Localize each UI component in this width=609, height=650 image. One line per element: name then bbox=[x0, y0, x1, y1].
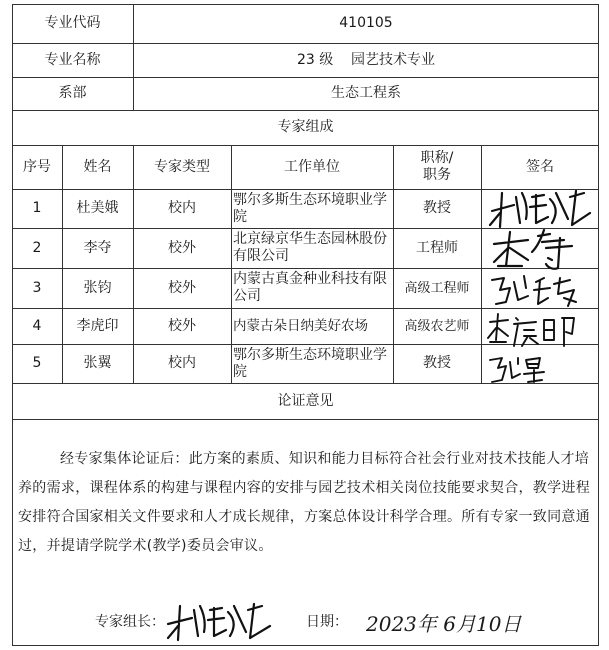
dept-value: 生态工程系 bbox=[331, 85, 401, 101]
major-code-value: 410105 bbox=[339, 15, 393, 31]
row-title: 教授 bbox=[423, 200, 451, 216]
row-title: 高级工程师 bbox=[404, 280, 470, 296]
row-name: 李夺 bbox=[83, 239, 112, 256]
signature-3 bbox=[484, 268, 584, 310]
row-type: 校外 bbox=[168, 279, 196, 296]
leader-signature bbox=[162, 596, 280, 644]
header-unit: 工作单位 bbox=[284, 158, 340, 175]
row-title: 工程师 bbox=[416, 239, 458, 256]
row-type: 校外 bbox=[168, 239, 196, 256]
header-no: 序号 bbox=[23, 158, 51, 175]
row-no: 5 bbox=[32, 355, 42, 371]
row-unit: 鄂尔多斯生态环境职业学院 bbox=[233, 346, 387, 380]
row-title: 教授 bbox=[423, 355, 451, 371]
row-title: 高级农艺师 bbox=[404, 318, 470, 334]
row-name: 张翼 bbox=[83, 355, 112, 371]
opinion-section-title: 论证意见 bbox=[277, 392, 334, 409]
row-name: 张钧 bbox=[83, 279, 112, 296]
row-type: 校内 bbox=[168, 355, 196, 371]
opinion-body: 经专家集体论证后：此方案的素质、知识和能力目标符合社会行业对技术技能人才培养的需求，课程体系的构建与课程内容的安排与园艺技术相关岗位技能要求契合，教学进程安排符合国家相关文件要求和人才成长规律，方案总体设计科学合理。所有专家一致同意通过，并提请学院学术(教学)委员会审议。 bbox=[18, 451, 590, 554]
row-unit: 内蒙古朵日纳美好农场 bbox=[233, 317, 368, 334]
dept-label: 系部 bbox=[58, 85, 87, 101]
major-name-value: 23 级 园艺技术专业 bbox=[296, 51, 436, 68]
experts-section-title: 专家组成 bbox=[277, 119, 334, 135]
row-unit: 鄂尔多斯生态环境职业学院 bbox=[233, 191, 387, 225]
row-no: 3 bbox=[32, 279, 42, 296]
row-no: 4 bbox=[32, 317, 42, 334]
row-unit: 北京绿京华生态园林股份有限公司 bbox=[233, 231, 387, 264]
rule bbox=[12, 419, 599, 420]
header-name: 姓名 bbox=[83, 158, 112, 175]
signature-2 bbox=[488, 226, 588, 272]
signature-1 bbox=[486, 183, 596, 231]
leader-label: 专家组长： bbox=[95, 613, 165, 630]
header-title: 职称/职务 bbox=[420, 150, 454, 183]
major-code-label: 专业代码 bbox=[44, 15, 101, 31]
row-no: 1 bbox=[32, 200, 42, 216]
row-name: 李虎印 bbox=[76, 317, 119, 334]
major-name-label: 专业名称 bbox=[44, 51, 101, 68]
date-value: 2023年 6月10日 bbox=[366, 612, 522, 636]
header-type: 专家类型 bbox=[154, 158, 210, 175]
row-name: 杜美娥 bbox=[76, 200, 119, 216]
signature-5 bbox=[484, 350, 564, 386]
row-no: 2 bbox=[32, 239, 42, 256]
row-type: 校外 bbox=[168, 317, 196, 334]
signature-4 bbox=[484, 310, 584, 350]
row-unit: 内蒙古真金种业科技有限公司 bbox=[233, 271, 387, 304]
date-label: 日期： bbox=[306, 613, 348, 630]
header-sign: 签名 bbox=[526, 158, 554, 175]
opinion-text bbox=[18, 445, 590, 561]
row-type: 校内 bbox=[168, 200, 196, 216]
